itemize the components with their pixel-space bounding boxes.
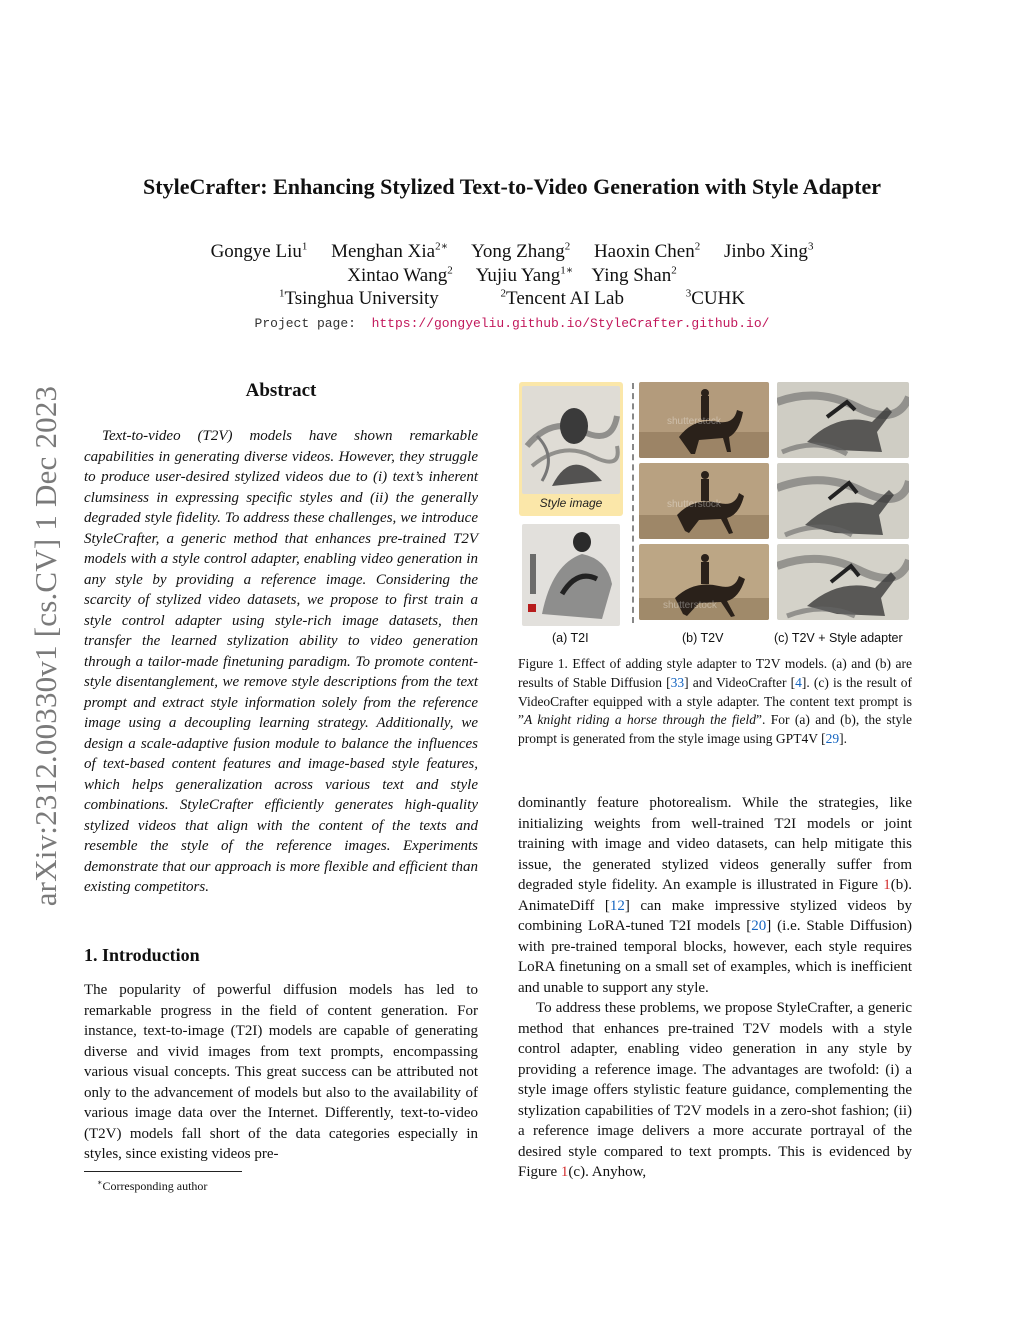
affiliations: [0, 288, 1024, 310]
citation-link[interactable]: 4: [795, 674, 802, 690]
project-page: [0, 316, 1024, 331]
watermark-text: shutterstock: [663, 600, 717, 611]
watermark-text: shutterstock: [667, 499, 721, 510]
stylized-frame: [777, 544, 909, 620]
author: Menghan Xia$^{2∗}$: [331, 241, 449, 263]
watermark-text: shutterstock: [667, 416, 721, 427]
style-image-label: Style image: [539, 496, 603, 510]
figure-ref-link[interactable]: 1: [560, 1164, 569, 1180]
project-url-link[interactable]: https://gongyeliu.github.io/StyleCrafter.github.io/: [371, 316, 770, 331]
sublabel-t2v: (b) T2V: [682, 631, 724, 645]
abstract-heading: Abstract: [245, 380, 317, 401]
project-label: Project page:: [254, 316, 356, 331]
author: Gongye Liu$^1$: [210, 241, 308, 263]
citation-link[interactable]: 20: [751, 918, 767, 934]
t2v-frame: [639, 544, 769, 620]
affiliation: $^3$CUHK: [685, 288, 746, 310]
intro-heading: 1. Introduction: [84, 945, 200, 965]
author: Xintao Wang$^2$: [347, 265, 453, 287]
t2i-result-image: [522, 524, 620, 626]
intro-text: The popularity of powerful diffusion models has led to remarkable progress in the field of content generation. For instance, text-to-image (T2I) models are capable of generating diverse and vivid images from text prompts, encompassing various visual concepts. This great success can be attributed not only to the advancement of models but also to the availability of various image data over the Internet. Differently, text-to-video (T2V) models fall short of the data categories especially in styles, since existing videos pre-: [84, 982, 478, 1162]
stylized-frame: [777, 463, 909, 539]
author: Ying Shan$^2$: [591, 265, 677, 287]
citation-link[interactable]: 29: [825, 731, 840, 747]
author: Haoxin Chen$^2$: [593, 241, 701, 263]
arxiv-sidebar-id: arXiv:2312.00330v1 [cs.CV] 1 Dec 2023: [28, 385, 63, 907]
author-line-2: [0, 264, 1024, 287]
t2v-frame: [639, 382, 769, 458]
affiliation: $^1$Tsinghua University: [278, 288, 439, 310]
abstract-text: Text-to-video (T2V) models have shown remarkable capabilities in generating diverse videos. However, they struggle to produce user-desired stylized videos due to (i) text’s inherent clumsiness in expressing specific styles and (ii) the generally degraded style fidelity. To address these challenges, we introduce StyleCrafter, a generic method that enhances pre-trained T2V models with a style control adapter, enabling video generation in any style by providing a reference image. Considering the scarcity of stylized video datasets, we propose to first train a style control adapter using style-rich image datasets, then transfer the learned stylization ability to video generation through a tailor-made finetuning paradigm. To promote content-style disentanglement, we remove style descriptions from the text prompt and extract style information solely from the reference image using a decoupling learning strategy. Additionally, we design a scale-adaptive fusion module to balance the influences of text-based content features and image-based style features, which helps generalization across various text and style combinations. StyleCrafter efficiently generates high-quality stylized videos that align with the content of the texts and resemble the style of the reference images. Experiments demonstrate that our approach is more flexible and efficient than existing competitors.: [84, 428, 478, 895]
author: Jinbo Xing$^3$: [724, 241, 814, 263]
figure-caption: Figure 1. Effect of adding style adapter to T2V models. (a) and (b) are results of Stable Diffusion [33] and VideoCrafter [4]. (c) is the result of VideoCrafter equipped with a style adapter. The content text prompt is ”A knight riding a horse through the field”. For (a) and (b), the style prompt is generated from the style image using GPT4V [29].: [518, 656, 912, 747]
author-line-1: [0, 240, 1024, 263]
t2v-frame: [639, 463, 769, 539]
paragraph: To address these problems, we propose StyleCrafter, a generic method that enhances pre-trained T2V models with a style control adapter, enabling video generation in any style by providing a reference image. The advantages are twofold: (i) a style image offers stylistic feature guidance, complementing the stylization capabilities of T2V models in a zero-shot fashion; (ii) a reference image delivers a more accurate portrayal of the desired style compared to text prompts. This is evidenced by Figure 1(c). Anyhow,: [518, 1000, 912, 1180]
author: Yujiu Yang$^{1∗}$: [475, 265, 574, 287]
right-column-text: [518, 793, 912, 1183]
footnote: ∗Corresponding author: [97, 1178, 208, 1193]
figure-ref-link[interactable]: 1: [883, 877, 891, 893]
divider: [632, 383, 634, 623]
sublabel-style-adapter: (c) T2V + Style adapter: [774, 631, 903, 645]
citation-link[interactable]: 12: [609, 897, 625, 914]
stylized-frame: [777, 382, 909, 458]
author: Yong Zhang$^2$: [471, 241, 571, 263]
paper-title: StyleCrafter: Enhancing Stylized Text-to-Video Generation with Style Adapter: [143, 174, 881, 199]
citation-link[interactable]: 33: [670, 674, 685, 690]
sublabel-t2i: (a) T2I: [552, 631, 589, 645]
style-image: [522, 386, 620, 494]
paragraph: dominantly feature photorealism. While the strategies, like initializing weights from well-trained T2I models or joint training with image and video datasets, can help mitigate this issue, the generated stylized videos generally suffer from degraded style fidelity. An example is illustrated in Figure 1(b). AnimateDiff [12] can make impressive stylized videos by combining LoRA-tuned T2I models [20] (i.e. Stable Diffusion) with pre-trained temporal blocks, however, each style requires LoRA finetuning on a small set of examples, which is inefficient and unable to support any style.: [518, 795, 912, 996]
affiliation: $^2$Tencent AI Lab: [500, 288, 624, 310]
figure-1: [516, 378, 912, 650]
footnote-rule: [84, 1171, 242, 1172]
